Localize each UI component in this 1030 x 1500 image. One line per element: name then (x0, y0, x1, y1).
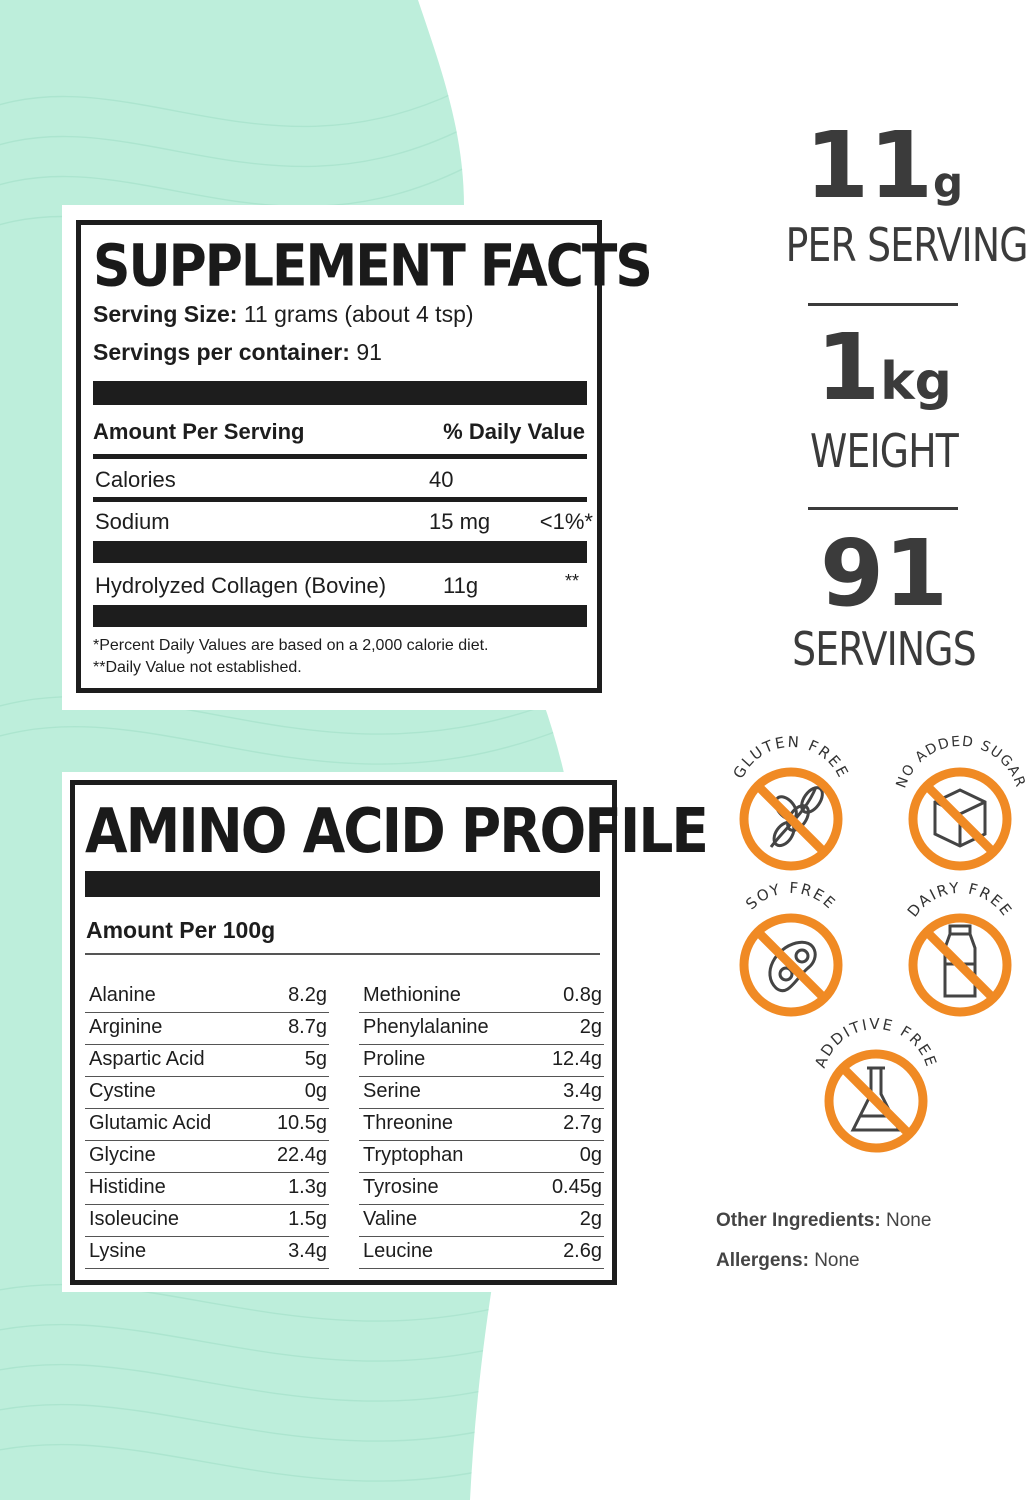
amino-name: Histidine (89, 1176, 166, 1198)
amino-value: 12.4g (551, 1048, 602, 1070)
amount-per-serving-header: Amount Per Serving (93, 419, 305, 444)
serving-size (93, 301, 474, 328)
nutrient-amount-collagen: 11g (443, 573, 479, 598)
amino-value: 2.7g (563, 1112, 602, 1134)
amino-row (85, 1044, 329, 1077)
amino-name: Phenylalanine (363, 1016, 489, 1038)
amino-row (359, 1172, 604, 1205)
amount-per-100g-header: Amount Per 100g (86, 917, 276, 943)
amino-value: 2g (579, 1208, 602, 1230)
nutrient-name-collagen: Hydrolyzed Collagen (Bovine) (95, 573, 387, 598)
other-ingredients-value: None (885, 1210, 932, 1231)
svg-text:ADDITIVE FREE (811, 1015, 941, 1070)
amino-row (85, 1172, 329, 1205)
footnote-not-established: **Daily Value not established. (93, 659, 302, 676)
supplement-facts-box (76, 220, 651, 693)
stat-label-weight: WEIGHT (810, 424, 958, 478)
dairy-free-badge (885, 868, 1030, 1018)
supplement-facts-title: SUPPLEMENT FACTS (93, 233, 651, 301)
thick-divider (93, 381, 587, 405)
amino-name: Arginine (89, 1016, 163, 1038)
nutrient-name-calories: Calories (95, 467, 176, 492)
prohibited-slash (927, 932, 993, 998)
amino-name: Tryptophan (363, 1144, 464, 1166)
nutrient-dv-sodium: <1%* (539, 509, 593, 534)
amino-row (85, 1108, 329, 1141)
amino-row (85, 980, 329, 1013)
amino-row (85, 1012, 329, 1045)
stat-servings (764, 520, 1004, 627)
other-ingredients (716, 1210, 931, 1232)
amino-row (85, 1236, 329, 1269)
amino-name: Methionine (363, 984, 461, 1006)
amino-value: 10.5g (276, 1112, 327, 1134)
amino-value: 2g (579, 1016, 602, 1038)
gluten-free-badge (716, 722, 866, 872)
amino-row (359, 1076, 604, 1109)
stat-number: 1 (816, 314, 881, 421)
row-divider (93, 497, 587, 502)
supplement-facts-panel (62, 205, 651, 710)
amino-name: Aspartic Acid (89, 1048, 205, 1070)
amino-value: 0g (304, 1080, 327, 1102)
amino-value: 22.4g (276, 1144, 327, 1166)
amino-value: 1.3g (288, 1176, 327, 1198)
amino-name: Proline (363, 1048, 426, 1070)
thick-divider (85, 871, 600, 897)
svg-text:SOY FREE (742, 879, 840, 913)
amino-value: 1.5g (288, 1208, 327, 1230)
stat-weight (764, 314, 1004, 421)
daily-value-header: % Daily Value (443, 419, 585, 444)
soy-free-label: SOY FREE (742, 878, 840, 914)
amino-value: 3.4g (563, 1080, 602, 1102)
stat-number: 91 (819, 520, 949, 627)
nutrient-amount-sodium: 15 mg (429, 509, 491, 534)
other-ingredients-label: Other Ingredients: (716, 1210, 881, 1231)
amino-row (359, 1012, 604, 1045)
header-divider (85, 953, 600, 955)
thick-divider (93, 605, 587, 627)
servings-value: 91 (356, 339, 382, 365)
header-divider (93, 454, 587, 459)
amino-name: Leucine (363, 1240, 434, 1262)
nutrient-name-sodium: Sodium (95, 509, 170, 534)
wheat-icon (770, 784, 827, 849)
stat-divider (808, 303, 958, 306)
amino-name: Cystine (89, 1080, 156, 1102)
amino-row (85, 1204, 329, 1237)
amino-value: 2.6g (563, 1240, 602, 1262)
amino-value: 0.8g (563, 984, 602, 1006)
svg-text:NO ADDED SUGAR (893, 734, 1028, 791)
amino-acid-box (70, 780, 707, 1285)
stat-label-servings: SERVINGS (792, 622, 976, 676)
amino-row (359, 1044, 604, 1077)
amino-value: 0g (579, 1144, 602, 1166)
prohibited-slash (758, 786, 824, 852)
amino-row (359, 980, 604, 1013)
amino-name: Glycine (89, 1144, 156, 1166)
nutrient-dv-collagen: ** (564, 571, 579, 591)
soy-free-badge (716, 868, 866, 1018)
amino-name: Lysine (89, 1240, 147, 1262)
amino-row (359, 1140, 604, 1173)
amino-value: 8.7g (288, 1016, 327, 1038)
amino-row (85, 1140, 329, 1173)
allergens (716, 1250, 860, 1272)
amino-row (359, 1236, 604, 1269)
amino-name: Serine (363, 1080, 421, 1102)
gluten-free-label: GLUTEN FREE (729, 732, 853, 782)
amino-value: 5g (304, 1048, 327, 1070)
amino-name: Threonine (363, 1112, 454, 1134)
additive-free-badge (801, 1004, 951, 1154)
stat-number: 11 (804, 112, 933, 219)
amino-value: 8.2g (288, 984, 327, 1006)
servings-per-container (93, 339, 382, 366)
amino-name: Valine (363, 1208, 418, 1230)
stat-label-per-serving: PER SERVING (785, 218, 1028, 272)
amino-name: Glutamic Acid (89, 1112, 212, 1134)
amino-acid-title: AMINO ACID PROFILE (85, 795, 707, 867)
prohibited-slash (843, 1068, 909, 1134)
serving-size-value: 11 grams (about 4 tsp) (243, 301, 474, 327)
servings-label: Servings per container: (93, 339, 350, 365)
allergens-label: Allergens: (716, 1250, 809, 1271)
amino-value: 0.45g (551, 1176, 602, 1198)
stat-unit: g (932, 158, 964, 207)
amino-acid-panel (62, 772, 707, 1292)
amino-value: 3.4g (288, 1240, 327, 1262)
stat-unit: kg (880, 352, 952, 412)
amino-name: Tyrosine (363, 1176, 439, 1198)
stat-serving-size (764, 112, 1004, 219)
dairy-free-label: DAIRY FREE (903, 878, 1017, 921)
amino-row (85, 1076, 329, 1109)
amino-row (359, 1108, 604, 1141)
amino-name: Alanine (89, 984, 156, 1006)
no-added-sugar-label: NO ADDED SUGAR (893, 733, 1029, 791)
stat-divider (808, 507, 958, 510)
nutrient-amount-calories: 40 (429, 467, 454, 492)
serving-size-label: Serving Size: (93, 301, 238, 327)
amino-row (359, 1204, 604, 1237)
no-added-sugar-badge (885, 722, 1030, 872)
amino-name: Isoleucine (89, 1208, 180, 1230)
additive-free-label: ADDITIVE FREE (811, 1014, 941, 1071)
thick-divider (93, 541, 587, 563)
footnote-daily-values: *Percent Daily Values are based on a 2,000 calorie diet. (93, 637, 489, 654)
allergens-value: None (814, 1250, 860, 1271)
